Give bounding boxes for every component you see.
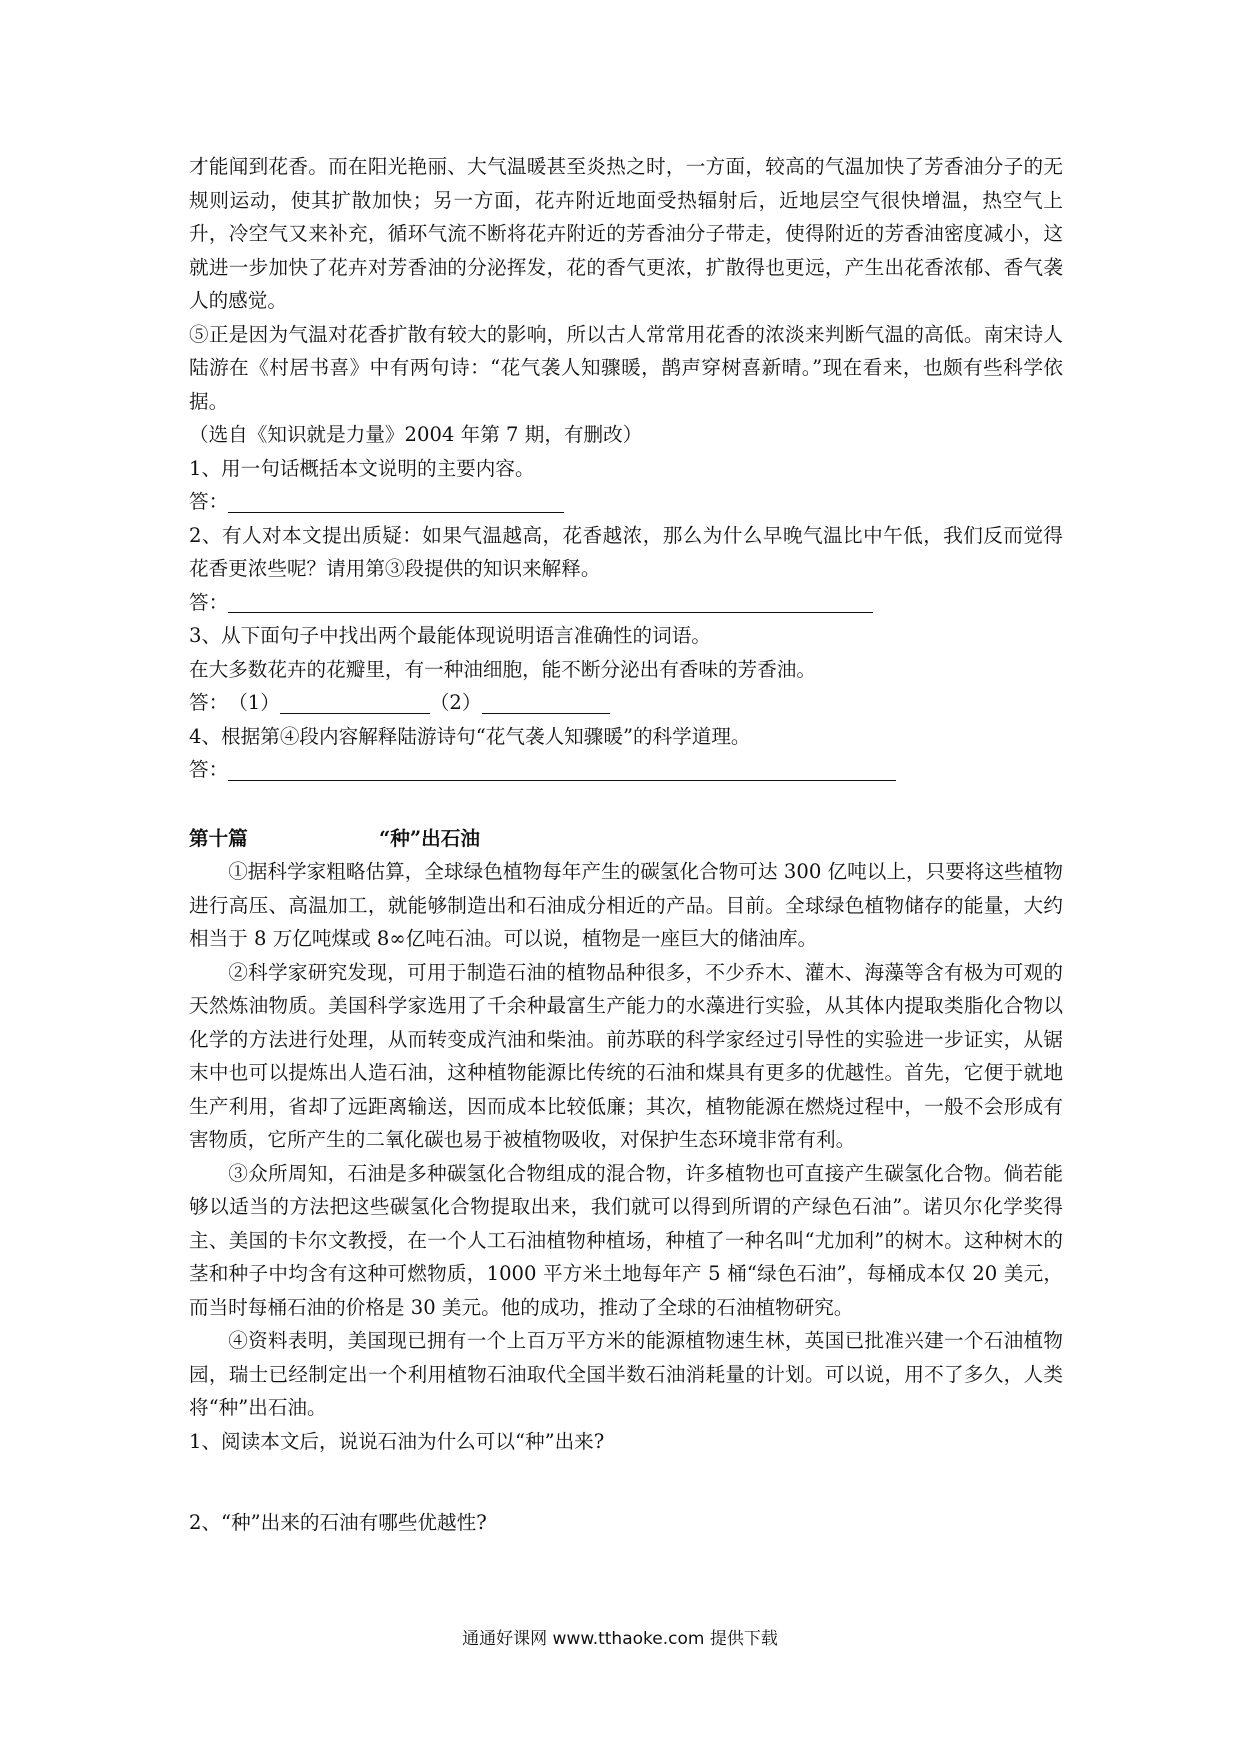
article-paragraph-1: ①据科学家粗略估算，全球绿色植物每年产生的碳氢化合物可达 300 亿吨以上，只要将这些植物进行高压、高温加工，就能够制造出和石油成分相近的产品。目前。全球绿色植物储存的能量，大约相当于 8 万亿吨煤或 8∞亿吨石油。可以说，植物是一座巨大的储油库。 — [189, 860, 1063, 950]
article-title: “种”出石油 — [379, 826, 480, 850]
answer-blank[interactable] — [228, 488, 564, 513]
answer-label: 答： — [189, 590, 229, 614]
article-heading — [189, 822, 1063, 856]
answer-blank[interactable] — [228, 588, 873, 613]
answer-line-3 — [189, 686, 1063, 720]
answer-blank-2[interactable] — [482, 689, 610, 714]
answer-label: 答： — [189, 758, 229, 781]
answer-line-2 — [189, 586, 1063, 620]
paragraph-5: ⑤正是因为气温对花香扩散有较大的影响，所以古人常常用花香的浓淡来判断气温的高低。南宋诗人陆游在《村居书喜》中有两句诗：“花气袭人知骤暖，鹊声穿树喜新晴。”现在看来，也颇有些科学依据。 — [189, 322, 1063, 413]
document-body — [189, 150, 1063, 1540]
question-2: 2、有人对本文提出质疑：如果气温越高，花香越浓，那么为什么早晚气温比中午低，我们反而觉得花香更浓些呢？请用第③段提供的知识来解释。 — [189, 523, 1063, 580]
article-question-1: 1、阅读本文后，说说石油为什么可以“种”出来? — [189, 1429, 605, 1453]
article-question-2: 2、“种”出来的石油有哪些优越性? — [189, 1511, 487, 1534]
answer-item-2-label: （2） — [429, 691, 482, 714]
answer-blank-1[interactable] — [280, 689, 430, 714]
source-note: （选自《知识就是力量》2004 年第 7 期，有删改） — [189, 423, 643, 446]
answer-blank[interactable] — [228, 756, 896, 781]
article-paragraph-3: ③众所周知，石油是多种碳氢化合物组成的混合物，许多植物也可直接产生碳氢化合物。倘若能够以适当的方法把这些碳氢化合物提取出来，我们就可以得到所谓的产绿色石油”。诺贝尔化学奖得主、美国的卡尔文教授，在一个人工石油植物种植场，种植了一种名叫“尤加利”的树木。这种树木的茎和种子中均含有这种可燃物质，1000 平方米土地每年产 5 桶“绿色石油”，每桶成本仅 20 美元，而当时每桶石油的价格是 30 美元。他的成功，推动了全球的石油植物研究。 — [189, 1161, 1063, 1319]
article-number: 第十篇 — [189, 826, 248, 850]
answer-label: 答： — [189, 490, 229, 513]
answer-line-4 — [189, 753, 1063, 787]
page-footer: 通通好课网 www.tthaoke.com 提供下载 — [462, 1629, 778, 1649]
question-4: 4、根据第④段内容解释陆游诗句“花气袭人知骤暖”的科学道理。 — [189, 724, 751, 748]
question-3-sentence: 在大多数花卉的花瓣里，有一种油细胞，能不断分泌出有香味的芳香油。 — [189, 657, 816, 681]
answer-space[interactable] — [189, 1458, 1063, 1506]
question-1: 1、用一句话概括本文说明的主要内容。 — [189, 456, 535, 480]
question-3: 3、从下面句子中找出两个最能体现说明语言准确性的词语。 — [189, 624, 711, 647]
answer-label: 答： — [189, 691, 229, 714]
answer-item-1-label: （1） — [228, 691, 280, 714]
answer-line-1 — [189, 485, 1063, 519]
article-paragraph-2: ②科学家研究发现，可用于制造石油的植物品种很多，不少乔木、灌木、海藻等含有极为可观的天然炼油物质。美国科学家选用了千余种最富生产能力的水藻进行实验，从其体内提取类脂化合物以化学的方法进行处理，从而转变成汽油和柴油。前苏联的科学家经过引导性的实验进一步证实，从锯末中也可以提炼出人造石油，这种植物能源比传统的石油和煤具有更多的优越性。首先，它便于就地生产利用，省却了远距离输送，因而成本比较低廉；其次，植物能源在燃烧过程中，一般不会形成有害物质，它所产生的二氧化碳也易于被植物吸收，对保护生态环境非常有利。 — [189, 960, 1063, 1151]
article-paragraph-4: ④资料表明，美国现已拥有一个上百万平方米的能源植物速生林，英国已批准兴建一个石油植物园，瑞士已经制定出一个利用植物石油取代全国半数石油消耗量的计划。可以说，用不了多久，人类将“种”出石油。 — [189, 1329, 1063, 1419]
paragraph-4-tail: 才能闻到花香。而在阳光艳丽、大气温暖甚至炎热之时，一方面，较高的气温加快了芳香油分子的无规则运动，使其扩散加快；另一方面，花卉附近地面受热辐射后，近地层空气很快增温，热空气上升，冷空气又来补充，循环气流不断将花卉附近的芳香油分子带走，使得附近的芳香油密度减小，这就进一步加快了花卉对芳香油的分泌挥发，花的香气更浓，扩散得也更远，产生出花香浓郁、香气袭人的感觉。 — [189, 155, 1063, 312]
